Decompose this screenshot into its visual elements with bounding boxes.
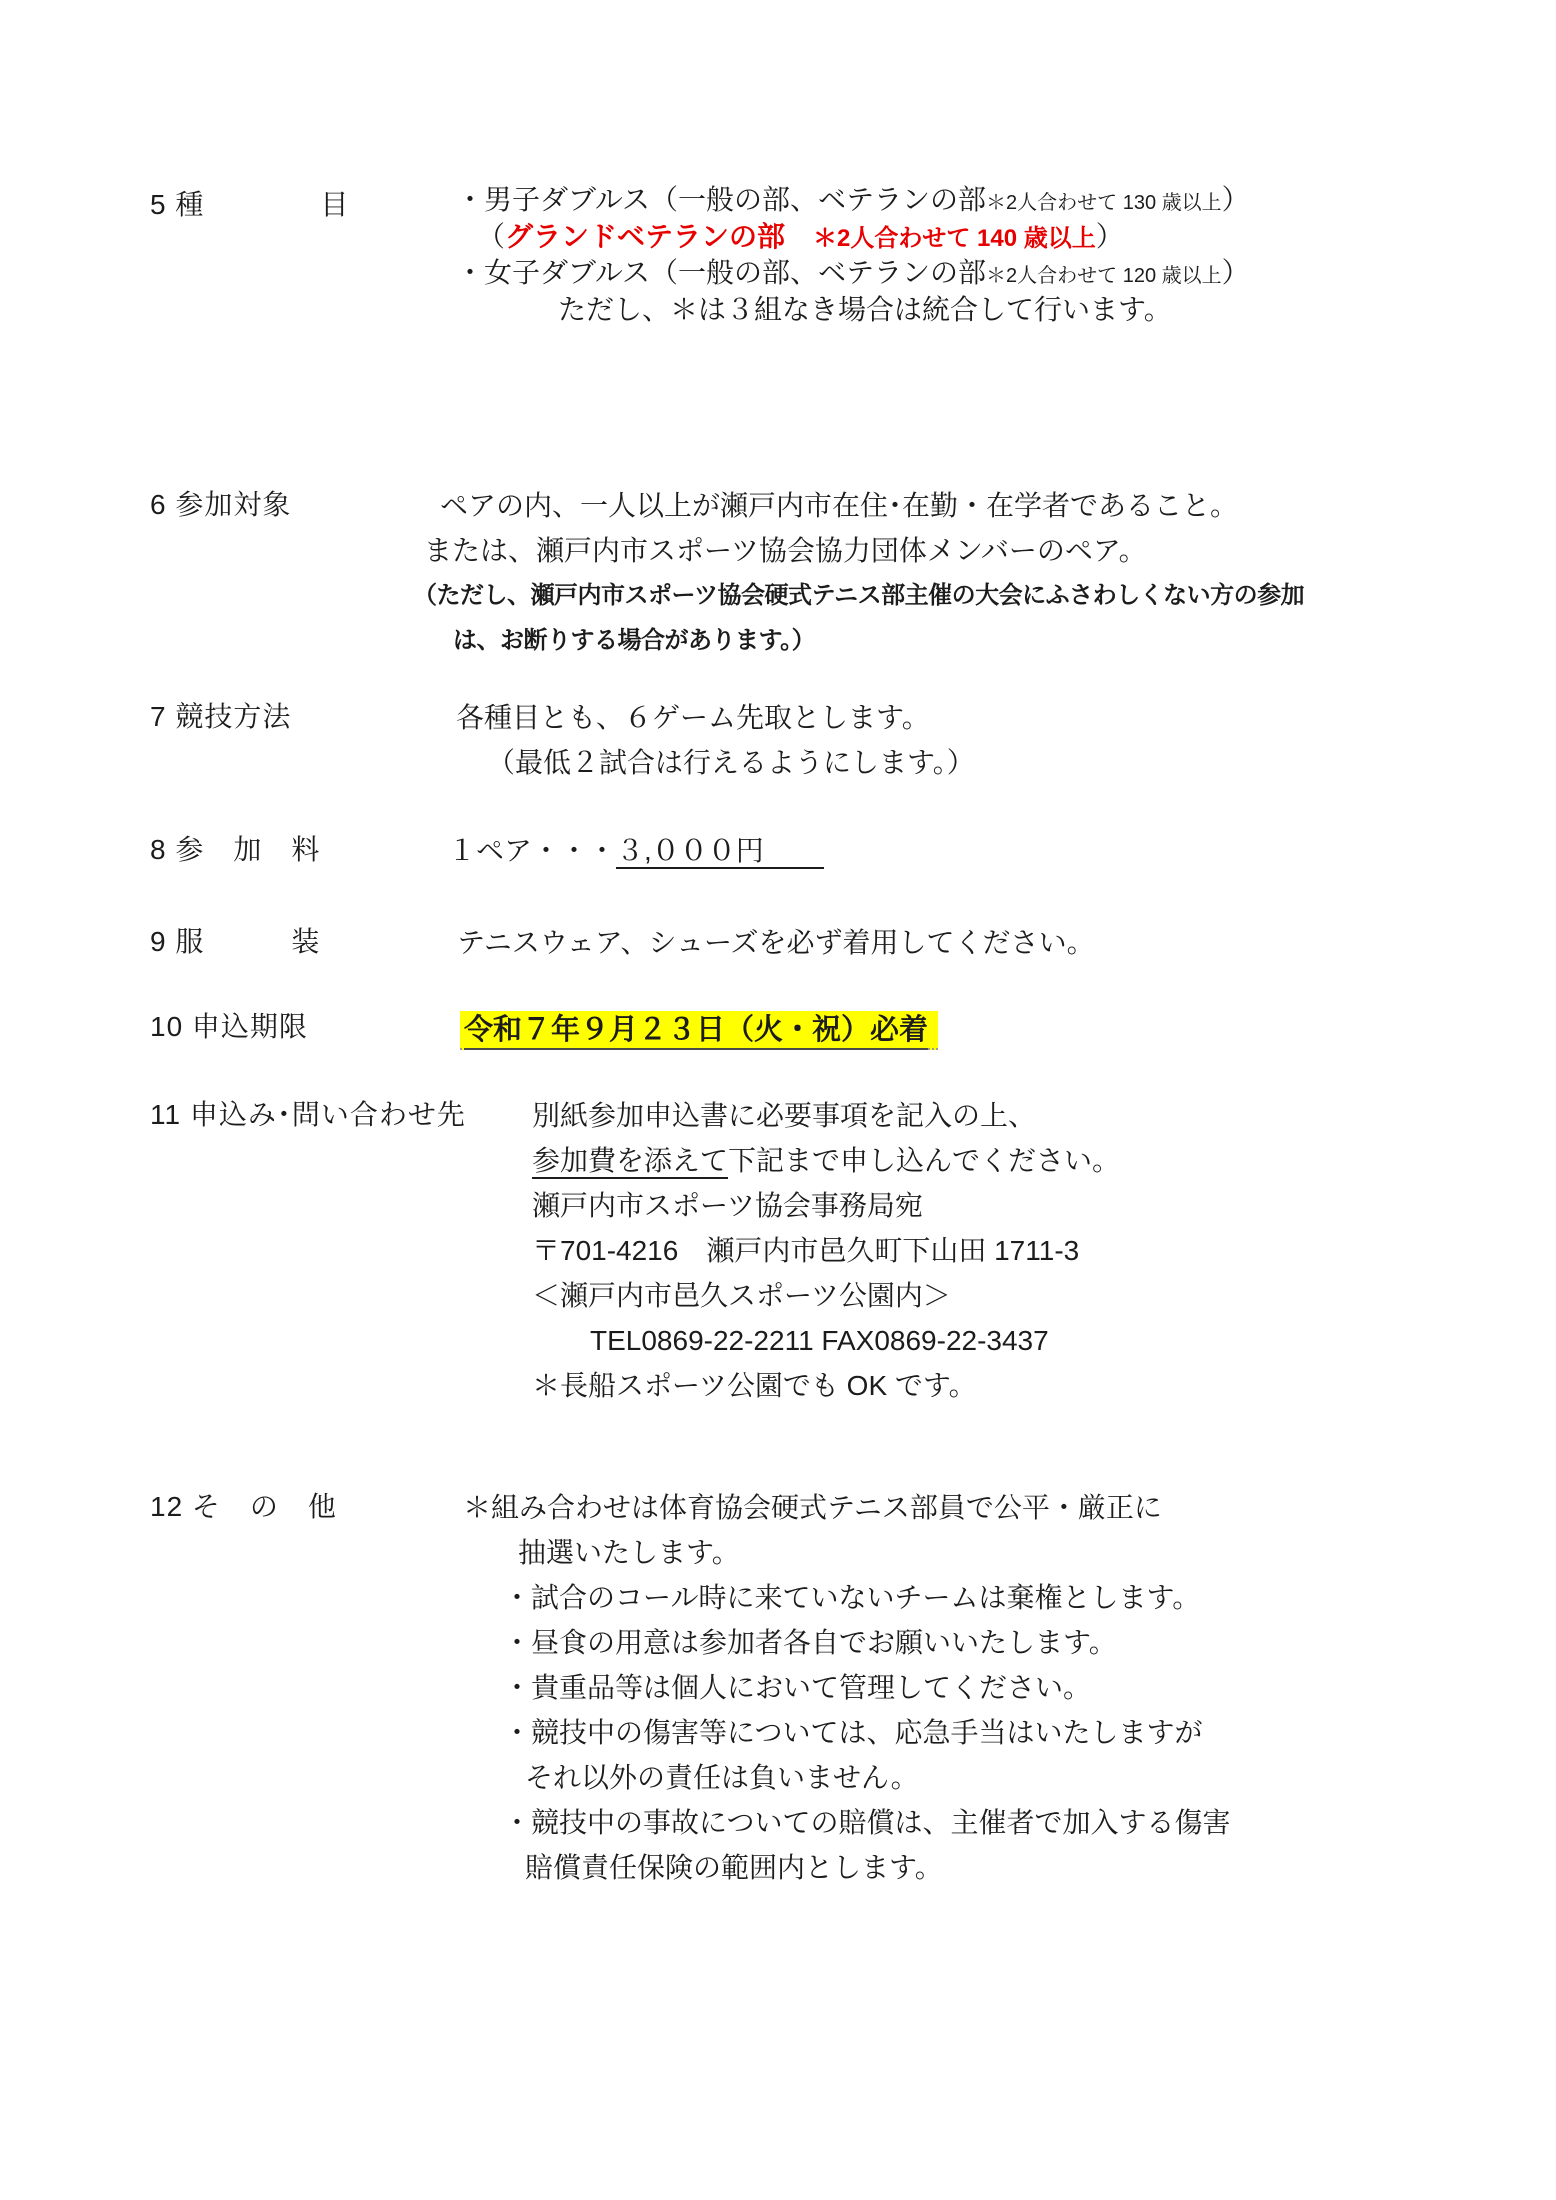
section-rules-label: 7 競技方法 [150, 701, 292, 732]
other-injury: ・競技中の傷害等については、応急手当はいたしますが [503, 1717, 1203, 1748]
section-contact [150, 1093, 1510, 1408]
other-insurance: ・競技中の事故についての賠償は、主催者で加入する傷害 [503, 1807, 1231, 1838]
other-forfeit: ・試合のコール時に来ていないチームは棄権とします。 [503, 1582, 1201, 1613]
grand-veteran-close-paren: ） [1095, 221, 1124, 252]
events-womens-close-paren: ） [1221, 257, 1250, 288]
other-valuables: ・貴重品等は個人において管理してください。 [503, 1672, 1092, 1703]
deadline-highlight [460, 1011, 938, 1050]
contact-tel-fax: TEL0869-22-2211 FAX0869-22-3437 [590, 1325, 1049, 1356]
grand-veteran-title: グランドベテランの部 [505, 221, 786, 252]
other-insurance-cont: 賠償責任保険の範囲内とします。 [525, 1852, 943, 1883]
eligibility-note-2: は、お断りする場合があります。） [453, 627, 816, 654]
other-injury-cont: それ以外の責任は負いません。 [525, 1762, 919, 1793]
section-dress [150, 920, 1510, 965]
contact-line-2-rest: 下記まで申し込んでください。 [728, 1145, 1121, 1176]
events-grand-veteran-line [477, 220, 1510, 256]
fee-amount: ３,０００円 [616, 835, 824, 869]
rules-line-1: 各種目とも、６ゲーム先取とします。 [456, 702, 930, 733]
events-mens-line [456, 183, 1510, 220]
events-mens-close-paren: ） [1221, 184, 1250, 215]
section-fee-label: 8 参 加 料 [150, 834, 321, 865]
events-womens-age-note: ＊2人合わせて 120 歳以上 [986, 265, 1222, 287]
section-deadline [150, 1005, 1510, 1055]
section-contact-label: 11 申込み･問い合わせ先 [150, 1099, 466, 1130]
contact-address: 〒701-4216 瀬戸内市邑久町下山田 1711-3 [532, 1235, 1080, 1266]
events-womens-line [456, 256, 1510, 293]
events-mens-age-note: ＊2人合わせて 130 歳以上 [986, 192, 1222, 214]
section-eligibility-label: 6 参加対象 [150, 489, 292, 520]
deadline-text: 令和７年９月２３日（火・祝）必着 [464, 1014, 928, 1050]
contact-park: ＜瀬戸内市邑久スポーツ公園内＞ [532, 1280, 951, 1311]
dress-line: テニスウェア、シューズを必ず着用してください。 [457, 927, 1095, 958]
events-mens-main: ・男子ダブルス（一般の部、ベテランの部 [456, 184, 987, 215]
events-merge-note: ただし、＊は３組なき場合は統合して行います。 [558, 294, 1172, 325]
eligibility-line-1: ペアの内、一人以上が瀬戸内市在住･在勤・在学者であること。 [440, 490, 1239, 521]
fee-line [448, 828, 1510, 873]
deadline-line [460, 1005, 1510, 1055]
section-dress-label: 9 服 装 [150, 926, 321, 957]
events-womens-main: ・女子ダブルス（一般の部、ベテランの部 [456, 257, 987, 288]
rules-line-2: （最低２試合は行えるようにします。） [487, 747, 975, 778]
section-events [150, 183, 1510, 327]
other-lunch: ・昼食の用意は参加者各自でお願いいたします。 [503, 1627, 1117, 1658]
section-eligibility [150, 483, 1510, 663]
contact-line-2 [532, 1138, 1510, 1183]
contact-alt-park-note: ＊長船スポーツ公園でも OK です。 [532, 1370, 977, 1401]
fee-prefix: １ペア・・・ [448, 835, 617, 866]
section-fee [150, 828, 1510, 873]
contact-fee-underline: 参加費を添えて [532, 1145, 728, 1179]
other-draw-line: ＊組み合わせは体育協会硬式テニス部員で公平・厳正に [463, 1492, 1162, 1523]
contact-line-1: 別紙参加申込書に必要事項を記入の上、 [532, 1100, 1037, 1131]
other-draw-cont: 抽選いたします。 [518, 1537, 740, 1568]
grand-veteran-age-note: ＊2人合わせて 140 歳以上 [813, 225, 1096, 252]
section-events-label: 5 種 目 [150, 189, 350, 220]
eligibility-line-2: または、瀬戸内市スポーツ協会協力団体メンバーのペア。 [424, 535, 1147, 566]
section-other [150, 1485, 1510, 1890]
section-deadline-label: 10 申込期限 [150, 1011, 308, 1042]
grand-veteran-open-paren: （ [477, 221, 506, 252]
section-other-label: 12 そ の 他 [150, 1491, 337, 1522]
contact-office: 瀬戸内市スポーツ協会事務局宛 [532, 1190, 923, 1221]
eligibility-note-1: （ただし、瀬戸内市スポーツ協会硬式テニス部主催の大会にふさわしくない方の参加 [413, 582, 1305, 609]
section-rules [150, 695, 1510, 785]
